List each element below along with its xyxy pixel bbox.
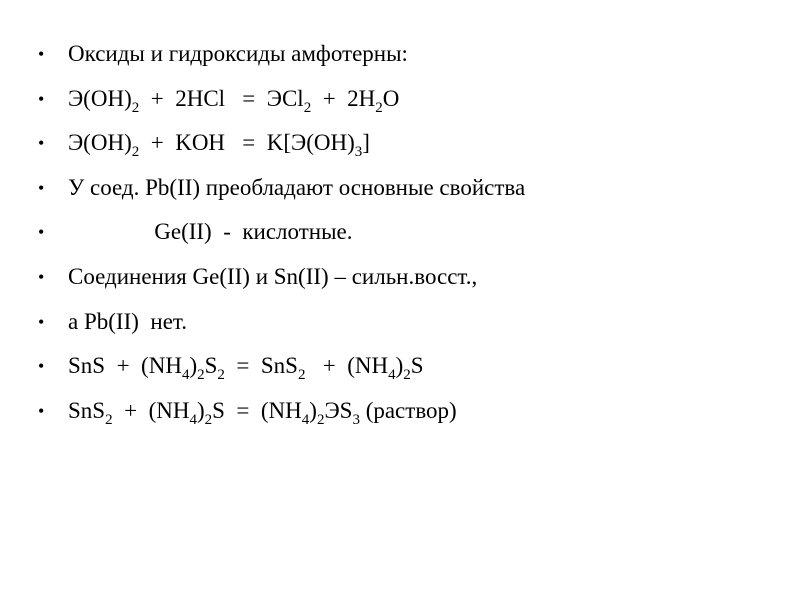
subscript: 3 [352,411,360,428]
subscript: 4 [189,411,197,428]
subscript: 2 [375,99,383,116]
text-segment: Ge(II) - кислотные. [68,219,353,245]
subscript: 2 [297,367,306,384]
text-segment: ЭS [324,397,353,423]
subscript: 2 [204,411,213,428]
text-segment: S = (NH [212,397,302,423]
text-segment: У соед. Pb(II) преобладают основные свойства [68,174,526,200]
text-segment: O [382,85,400,111]
text-segment: ) [196,397,205,423]
bullet-list [38,32,778,433]
text-segment: + 2HCl = ЭCl [139,85,304,111]
subscript: 2 [131,99,140,116]
bullet-icon: • [38,311,45,332]
list-item [38,32,778,77]
text-segment: = SnS [224,353,298,379]
subscript: 3 [354,144,363,161]
list-item [38,166,778,211]
subscript: 2 [316,411,325,428]
list-item [38,300,778,345]
subscript: 2 [403,367,411,384]
text-segment: S [410,353,424,379]
subscript: 2 [197,367,205,384]
text-segment: + KOH = K[Э(OH) [139,130,355,156]
text-segment: Соединения Ge(II) и Sn(II) – сильн.восст., [68,263,478,289]
bullet-icon: • [38,222,45,243]
text-segment: ) [189,353,198,379]
text-segment: + (NH [305,353,389,379]
list-item [38,121,778,166]
subscript: 2 [105,411,113,428]
text-segment: + (NH [112,397,190,423]
list-item [38,210,778,255]
text-segment: Э(OH) [68,85,132,111]
text-segment: (раствор) [359,397,457,423]
text-segment: S [204,353,218,379]
text-segment: SnS [68,397,106,423]
text-segment: Оксиды и гидроксиды амфотерны: [68,41,408,66]
bullet-icon: • [38,88,45,109]
bullet-icon: • [38,400,45,421]
subscript: 2 [217,367,225,384]
bullet-icon: • [38,356,45,377]
bullet-icon: • [38,266,45,287]
text-segment: SnS + (NH [68,353,182,379]
subscript: 2 [303,99,312,116]
subscript: 4 [301,411,310,428]
text-segment: ) [395,353,404,379]
subscript: 2 [131,144,140,161]
subscript: 4 [388,367,396,384]
bullet-icon: • [38,133,45,154]
text-segment: ] [362,130,370,156]
list-item [38,77,778,122]
list-item [38,389,778,434]
list-item [38,344,778,389]
text-segment: + 2H [311,85,376,111]
text-segment: а Pb(II) нет. [68,308,187,334]
text-segment: Э(OH) [68,130,132,156]
bullet-icon: • [38,177,45,198]
bullet-icon: • [38,44,45,64]
list-item [38,255,778,300]
text-segment: ) [309,397,317,423]
subscript: 4 [181,367,190,384]
